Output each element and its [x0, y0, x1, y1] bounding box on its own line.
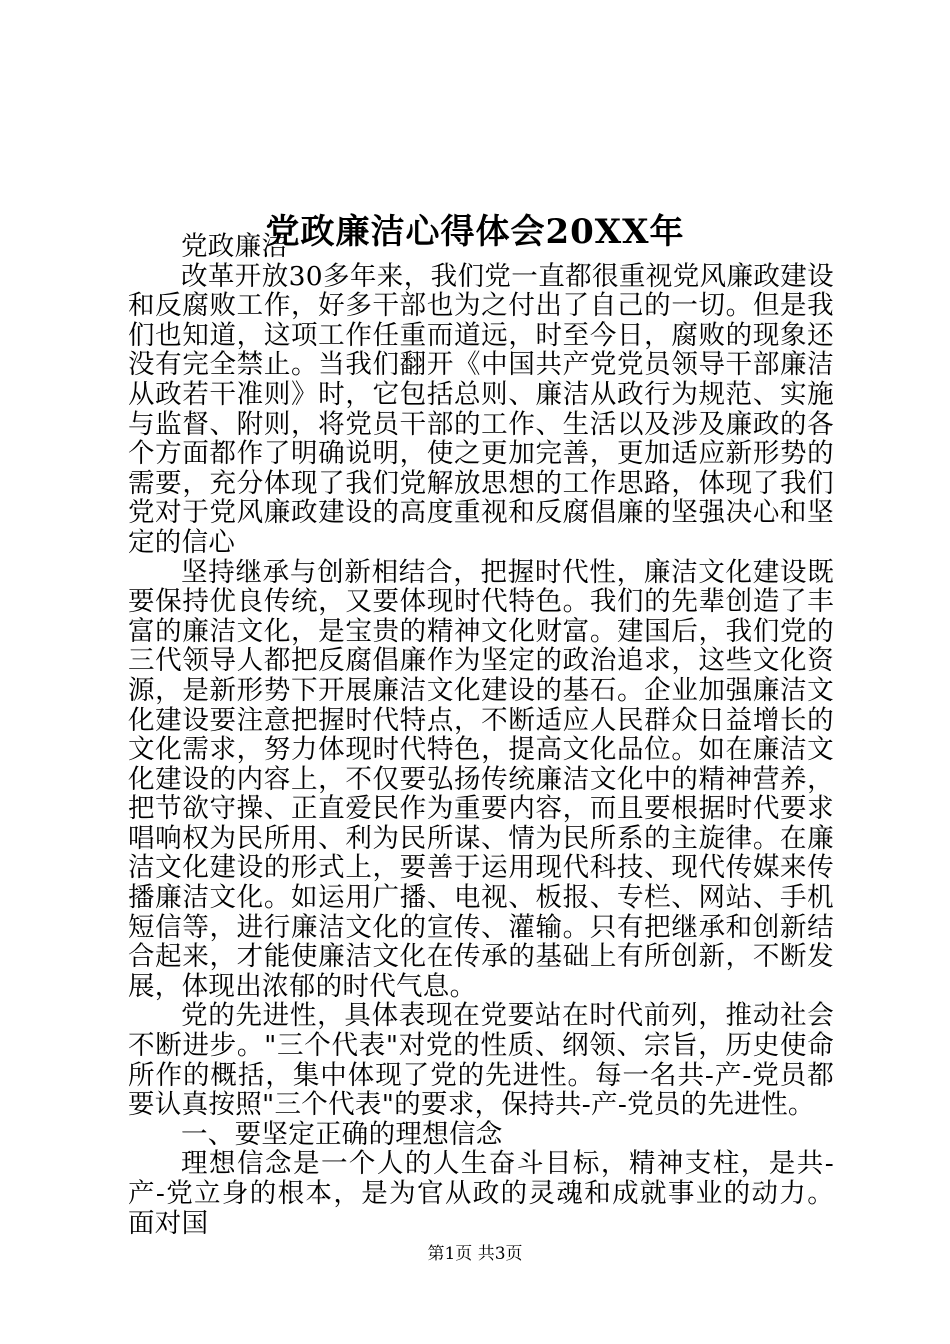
paragraph: 坚持继承与创新相结合，把握时代性，廉洁文化建设既要保持优良传统，又要体现时代特色。我们的先辈创造了丰富的廉洁文化，是宝贵的精神文化财富。建国后，我们党的三代领导人都把反腐倡廉作为坚定的政治追求，这些文化资源，是新形势下开展廉洁文化建设的基石。企业加强廉洁文化建设要注意把握时代特点，不断适应人民群众日益增长的文化需求，努力体现时代特色，提高文化品位。如在廉洁文化建设的内容上，不仅要弘扬传统廉洁文化中的精神营养，把节欲守操、正直爱民作为重要内容，而且要根据时代要求唱响权为民所用、利为民所谋、情为民所系的主旋律。在廉洁文化建设的形式上，要善于运用现代科技、现代传媒来传播廉洁文化。如运用广播、电视、板报、专栏、网站、手机短信等，进行廉洁文化的宣传、灌输。只有把继承和创新结合起来，才能使廉洁文化在传承的基础上有所创新，不断发展，体现出浓郁的时代气息。	[128, 556, 834, 1002]
paragraph: 理想信念是一个人的人生奋斗目标，精神支柱，是共-产-党立身的根本，是为官从政的灵魂和成就事业的动力。面对国	[128, 1148, 834, 1239]
paragraph: 党政廉洁	[181, 231, 289, 262]
page-title: 党政廉洁心得体会20XX年	[265, 211, 685, 252]
section-heading: 一、要坚定正确的理想信念	[181, 1118, 503, 1150]
paragraph: 改革开放30多年来，我们党一直都很重视党风廉政建设和反腐败工作，好多干部也为之付出了自己的一切。但是我们也知道，这项工作任重而道远，时至今日，腐败的现象还没有完全禁止。当我们翻开《中国共产党党员领导干部廉洁从政若干准则》时，它包括总则、廉洁从政行为规范、实施与监督、附则，将党员干部的工作、生活以及涉及廉政的各个方面都作了明确说明，使之更加完善，更加适应新形势的需要，充分体现了我们党解放思想的工作思路，体现了我们党对于党风廉政建设的高度重视和反腐倡廉的坚强决心和坚定的信心	[128, 260, 834, 558]
page-footer: 第1页 共3页	[427, 1244, 523, 1264]
document-body	[128, 232, 834, 1238]
paragraph: 党的先进性，具体表现在党要站在时代前列，推动社会不断进步。"三个代表"对党的性质、纲领、宗旨，历史使命所作的概括，集中体现了党的先进性。每一名共-产-党员都要认真按照"三个代表"的要求，保持共-产-党员的先进性。	[128, 1000, 834, 1121]
